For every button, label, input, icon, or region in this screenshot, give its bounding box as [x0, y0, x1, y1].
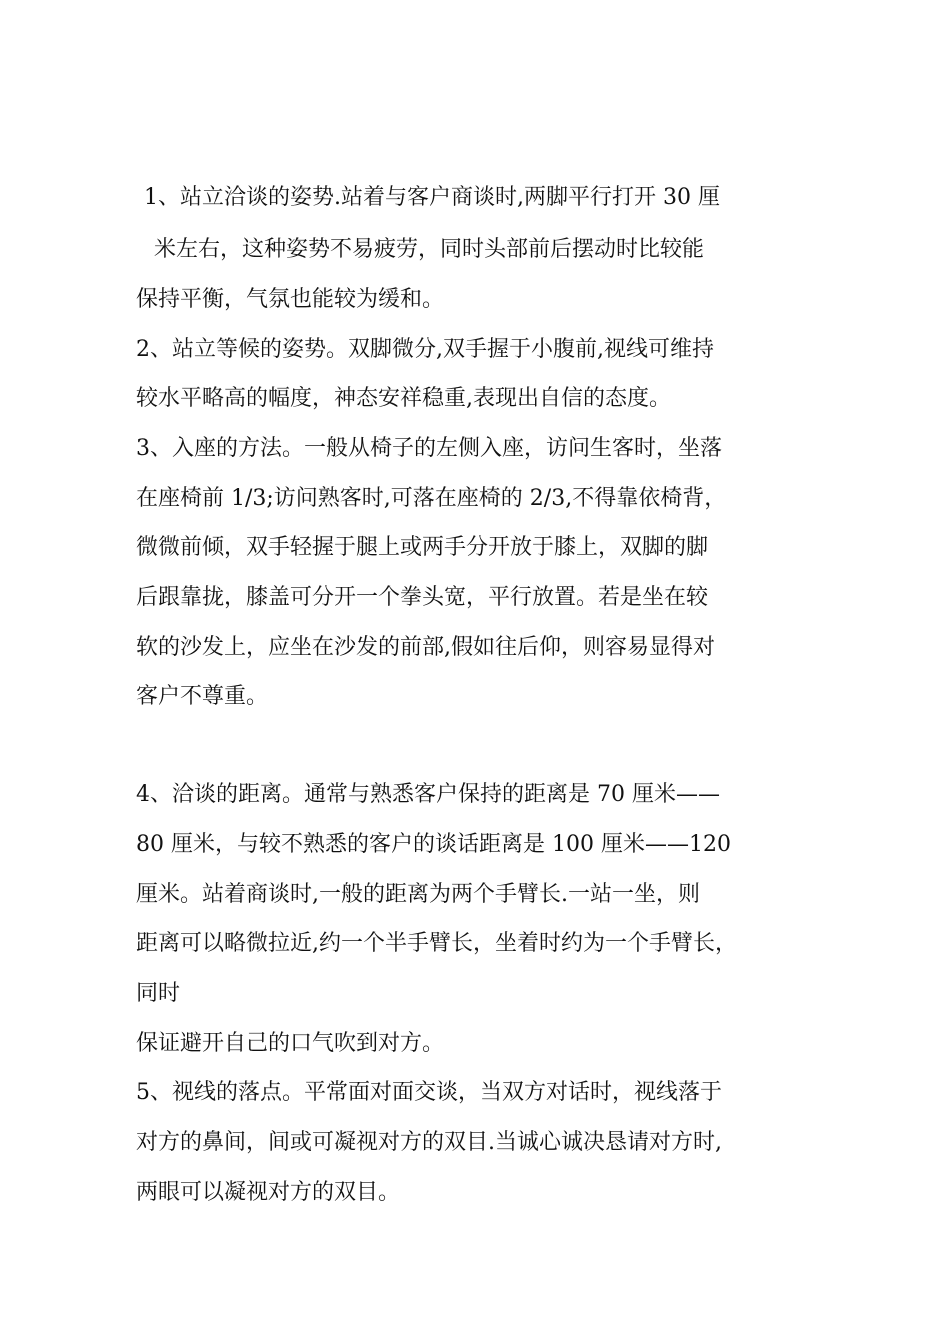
- text-line: 距离可以略微拉近,约一个半手臂长，坐着时约为一个手臂长，: [136, 931, 737, 956]
- text-line: 较水平略高的幅度，神态安祥稳重,表现出自信的态度。: [136, 386, 671, 411]
- text-line: 80 厘米，与较不熟悉的客户的谈话距离是 100 厘米——120: [136, 832, 731, 857]
- text-line: 保持平衡，气氛也能较为缓和。: [136, 287, 445, 312]
- text-line: 对方的鼻间，间或可凝视对方的双目.当诚心诚决恳请对方时,: [136, 1130, 722, 1155]
- text-line: 厘米。站着商谈时,一般的距离为两个手臂长.一站一坐，则: [136, 882, 700, 907]
- text-line: 微微前倾，双手轻握于腿上或两手分开放于膝上，双脚的脚: [136, 535, 709, 560]
- text-line: 米左右，这种姿势不易疲劳，同时头部前后摆动时比较能: [154, 237, 705, 262]
- text-line: 在座椅前 1/3;访问熟客时,可落在座椅的 2/3,不得靠依椅背，: [136, 486, 727, 511]
- text-line: 5、视线的落点。平常面对面交谈，当双方对话时，视线落于: [136, 1080, 722, 1105]
- text-line: 3、入座的方法。一般从椅子的左侧入座，访问生客时，坐落: [136, 436, 722, 461]
- text-line: 保证避开自己的口气吹到对方。: [136, 1031, 445, 1056]
- text-line: 2、站立等候的姿势。双脚微分,双手握于小腹前,视线可维持: [136, 337, 714, 362]
- text-line: 客户不尊重。: [136, 684, 269, 709]
- text-line: 两眼可以凝视对方的双目。: [136, 1180, 401, 1205]
- text-line: 4、洽谈的距离。通常与熟悉客户保持的距离是 70 厘米——: [136, 782, 720, 807]
- text-line: 同时: [136, 981, 181, 1006]
- text-line: 软的沙发上，应坐在沙发的前部,假如往后仰，则容易显得对: [136, 635, 715, 660]
- text-line: 1、站立洽谈的姿势.站着与客户商谈时,两脚平行打开 30 厘: [144, 185, 720, 210]
- text-line: 后跟靠拢，膝盖可分开一个拳头宽，平行放置。若是坐在较: [136, 585, 709, 610]
